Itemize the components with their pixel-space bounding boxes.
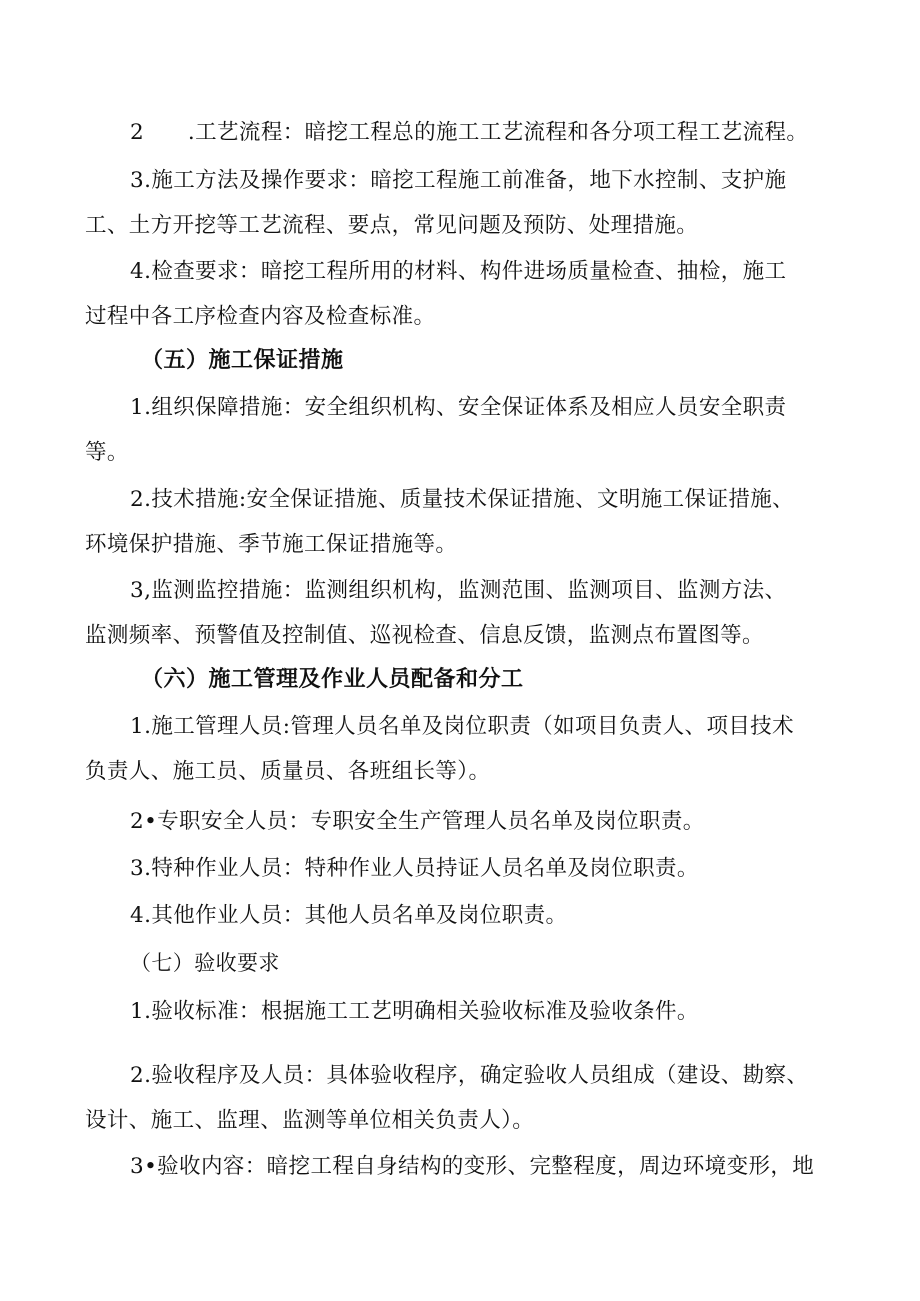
item-3-monitoring-measures-cont: 监测频率、预警值及控制值、巡视检查、信息反馈，监测点布置图等。: [85, 623, 764, 648]
item-4-inspection-requirements: 4.检查要求：暗挖工程所用的材料、构件进场质量检查、抽检，施工: [130, 259, 787, 284]
item-4-other-operators: 4.其他作业人员：其他人员名单及岗位职责。: [130, 903, 568, 928]
item-2-process-flow: 2 .工艺流程：暗挖工程总的施工工艺流程和各分项工程工艺流程。: [130, 120, 809, 145]
item-1-management-personnel-cont: 负责人、施工员、质量员、各班组长等）。: [85, 759, 491, 784]
section-5-heading: （五）施工保证措施: [141, 348, 344, 373]
item-3-construction-method-cont: 工、土方开挖等工艺流程、要点，常见问题及预防、处理措施。: [85, 213, 699, 238]
section-7-heading: （七）验收要求: [130, 951, 280, 975]
item-3-construction-method: 3.施工方法及操作要求：暗挖工程施工前准备，地下水控制、支护施: [130, 168, 787, 193]
item-1-management-personnel: 1.施工管理人员:管理人员名单及岗位职责（如项目负责人、项目技术: [130, 714, 795, 739]
item-2-acceptance-procedure: 2.验收程序及人员：具体验收程序，确定验收人员组成（建设、勘察、: [130, 1063, 809, 1088]
item-4-inspection-requirements-cont: 过程中各工序检查内容及检查标准。: [85, 304, 436, 329]
item-2-safety-personnel: 2•专职安全人员：专职安全生产管理人员名单及岗位职责。: [130, 809, 705, 834]
section-6-heading: （六）施工管理及作业人员配备和分工: [141, 667, 524, 692]
item-2-technical-measures: 2.技术措施:安全保证措施、质量技术保证措施、文明施工保证措施、: [130, 487, 795, 512]
item-1-organization-measures-cont: 等。: [85, 440, 129, 465]
item-3-special-operators: 3.特种作业人员：特种作业人员持证人员名单及岗位职责。: [130, 856, 699, 881]
item-2-technical-measures-cont: 环境保护措施、季节施工保证措施等。: [85, 532, 458, 557]
item-3-monitoring-measures: 3,监测监控措施：监测组织机构，监测范围、监测项目、监测方法、: [130, 578, 787, 603]
item-1-acceptance-standard: 1.验收标准：根据施工工艺明确相关验收标准及验收条件。: [130, 999, 699, 1024]
item-3-acceptance-content: 3•验收内容：暗挖工程自身结构的变形、完整程度，周边环境变形，地: [130, 1154, 815, 1179]
item-1-organization-measures: 1.组织保障措施：安全组织机构、安全保证体系及相应人员安全职责: [130, 395, 787, 420]
item-2-acceptance-procedure-cont: 设计、施工、监理、监测等单位相关负责人）。: [85, 1108, 535, 1133]
